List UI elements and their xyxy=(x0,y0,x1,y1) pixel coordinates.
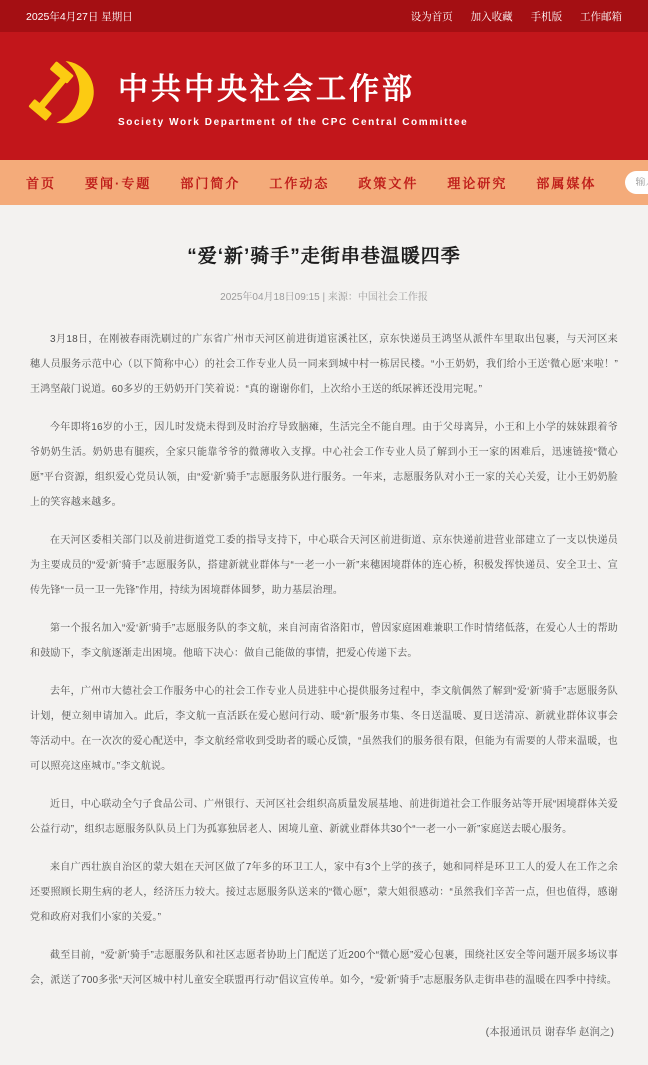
nav-item-theory-research[interactable]: 理论研究 xyxy=(447,176,508,191)
article-paragraph: 在天河区委相关部门以及前进街道党工委的指导支持下，中心联合天河区前进街道、京东快递前进营业部建立了一支以快递员为主要成员的“爱‘新’骑手”志愿服务队，搭建新就业群体与“一老一小一新”来穗困境群体的连心桥，积极发挥快递员、安全卫士、宣传先锋“一员一卫一先锋”作用，持续为困境群体圆梦，助力基层治理。 xyxy=(30,535,618,596)
top-link-mobile-version[interactable]: 手机版 xyxy=(530,10,563,23)
article-paragraph: 来自广西壮族自治区的蒙大姐在天河区做了7年多的环卫工人，家中有3个上学的孩子，她和同样是环卫工人的爱人在工作之余还要照顾长期生病的老人，经济压力较大。接过志愿服务队送来的“微心愿”，蒙大姐很感动：“虽然我们辛苦一点，但也值得，感谢党和政府对我们小家的关爱。” xyxy=(30,862,618,923)
article-paragraph: 去年，广州市大德社会工作服务中心的社会工作专业人员进驻中心提供服务过程中，李文航偶然了解到“爱‘新’骑手”志愿服务队计划，便立刻申请加入。此后，李文航一直活跃在爱心慰问行动、暖“新”服务市集、冬日送温暖、夏日送清凉、新就业群体议事会等活动中。在一次次的爱心配送中，李文航经常收到受助者的暖心反馈，“虽然我们的服务很有限，但能为有需要的人带来温暖，也可以照亮这座城市。”李文航说。 xyxy=(30,686,618,772)
nav-item-home[interactable]: 首页 xyxy=(26,176,57,191)
site-subtitle-english: Society Work Department of the CPC Central Committee xyxy=(118,117,469,128)
nav-item-work-updates[interactable]: 工作动态 xyxy=(269,176,330,191)
article-byline: (本报通讯员 谢春华 赵润之) xyxy=(485,1026,614,1038)
cpc-hammer-sickle-emblem-icon[interactable] xyxy=(26,58,102,134)
nav-item-news-topics[interactable]: 要闻·专题 xyxy=(85,176,152,191)
search-box[interactable] xyxy=(625,171,648,194)
top-link-work-mailbox[interactable]: 工作邮箱 xyxy=(580,10,622,23)
article-title: “爱‘新’骑手”走街串巷温暖四季 xyxy=(187,246,461,267)
article-meta: 2025年04月18日09:15 | 来源：中国社会工作报 xyxy=(220,292,428,303)
top-link-set-homepage[interactable]: 设为首页 xyxy=(410,10,453,23)
current-date: 2025年4月27日 星期日 xyxy=(26,10,133,23)
site-header xyxy=(0,32,648,160)
article-paragraph: 近日，中心联动全勺子食品公司、广州银行、天河区社会组织高质量发展基地、前进街道社会工作服务站等开展“困境群体关爱公益行动”，组织志愿服务队队员上门为孤寡独居老人、困境儿童、新就业群体共30个“一老一小一新”家庭送去暖心服务。 xyxy=(30,799,618,835)
top-link-add-favorite[interactable]: 加入收藏 xyxy=(470,10,513,23)
site-identity[interactable] xyxy=(118,64,468,128)
nav-item-policy-documents[interactable]: 政策文件 xyxy=(358,176,419,191)
article-paragraph: 今年即将16岁的小王，因儿时发烧未得到及时治疗导致脑瘫，生活完全不能自理。由于父母离异，小王和上小学的妹妹跟着爷爷奶奶生活。奶奶患有腿疾，全家只能靠爷爷的微薄收入支撑。中心社会工作专业人员了解到小王一家的困难后，迅速链接“微心愿”平台资源，组织爱心党员认领，由“爱‘新’骑手”志愿服务队进行服务。一年来，志愿服务队对小王一家的关心关爱，让小王奶奶脸上的笑容越来越多。 xyxy=(30,422,618,508)
top-links xyxy=(396,9,622,24)
top-bar xyxy=(0,0,648,32)
search-input[interactable] xyxy=(635,177,648,188)
article-paragraph: 截至目前，“爱‘新’骑手”志愿服务队和社区志愿者协助上门配送了近200个“微心愿”爱心包裹，围绕社区安全等问题开展多场议事会，派送了700多张“天河区城中村儿童安全联盟再行动”倡议宣传单。如今，“爱‘新’骑手”志愿服务队走街串巷的温暖在四季中持续。 xyxy=(30,950,618,986)
nav-item-department-intro[interactable]: 部门简介 xyxy=(180,176,241,191)
article xyxy=(0,205,648,1065)
article-paragraph: 第一个报名加入“爱‘新’骑手”志愿服务队的李文航，来自河南省洛阳市，曾因家庭困难兼职工作时情绪低落，在爱心人士的帮助和鼓励下，李文航逐渐走出困境。他暗下决心：做自己能做的事情，把爱心传递下去。 xyxy=(30,623,618,659)
site-title: 中共中央社会工作部 xyxy=(118,73,415,106)
main-nav xyxy=(0,160,648,205)
nav-item-affiliated-media[interactable]: 部属媒体 xyxy=(536,176,597,191)
article-paragraph: 3月18日，在刚被春雨洗刷过的广东省广州市天河区前进街道宦溪社区，京东快递员王鸿坚从派件车里取出包裹，与天河区来穗人员服务示范中心（以下简称中心）的社会工作专业人员一同来到城中村一栋居民楼。“小王奶奶，我们给小王送‘微心愿’来啦！”王鸿坚敲门说道。60多岁的王奶奶开门笑着说：“真的谢谢你们，上次给小王送的纸尿裤还没用完呢。” xyxy=(30,334,618,395)
